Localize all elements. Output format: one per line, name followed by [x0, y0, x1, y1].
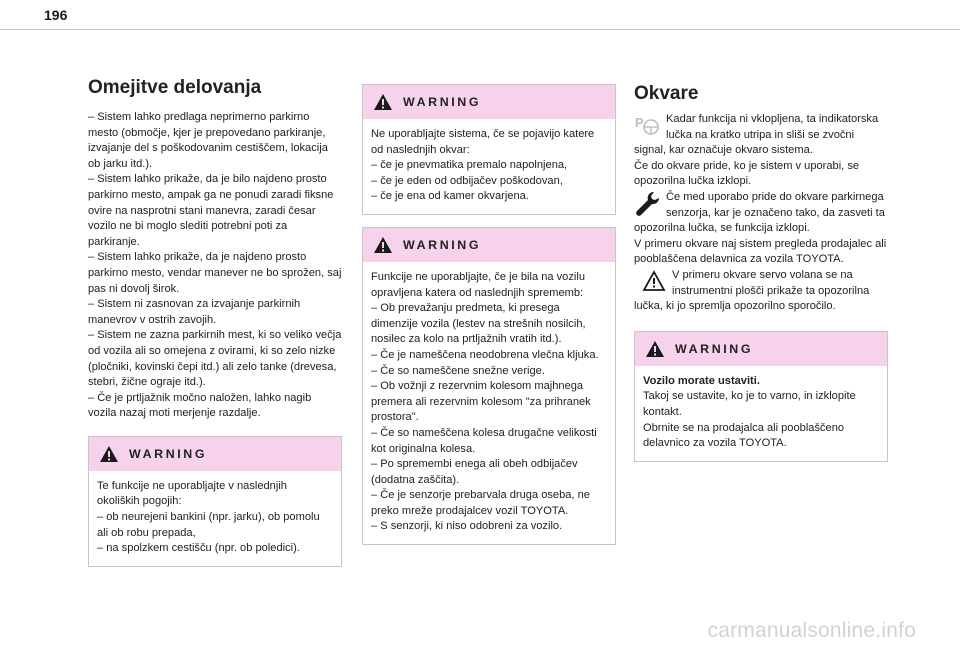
section-title-faults: Okvare	[634, 83, 699, 104]
header-divider	[0, 29, 960, 30]
warning-triangle-icon	[642, 270, 666, 292]
warning-triangle-icon	[373, 93, 393, 111]
warning-triangle-icon	[645, 340, 665, 358]
warning-label: WARNING	[403, 237, 482, 252]
fault-text-2: Če med uporabo pride do okvare parkirnega senzorja, kar je označeno tako, da zasveti ta opozorilna lučka, se funkcija izklopi. V primeru okvare naj sistem pregleda prodajalec ali pooblaščena delavnica za vozila TOYOTA.	[634, 190, 887, 266]
warning-body	[363, 119, 615, 214]
middle-column	[362, 84, 616, 545]
footer-watermark: carmanualsonline.info	[707, 619, 916, 642]
warning-box-modifications	[362, 227, 616, 545]
left-column	[88, 76, 342, 567]
section-title-limitations: Omejitve delovanja	[88, 77, 262, 98]
svg-text:P: P	[635, 115, 644, 130]
steering-fault-paragraph	[634, 268, 888, 315]
wrench-icon	[634, 190, 660, 218]
warning-box-stop	[634, 331, 888, 462]
warning-bold-text: Vozilo morate ustaviti.	[643, 374, 760, 387]
warning-body	[363, 262, 615, 544]
fault-indicator-paragraph	[634, 112, 888, 190]
warning-label: WARNING	[675, 341, 754, 356]
warning-body	[89, 471, 341, 566]
warning-header	[635, 332, 887, 366]
warning-header	[363, 228, 615, 262]
warning-box-faults	[362, 84, 616, 215]
warning-box-conditions	[88, 436, 342, 567]
warning-text: Takoj se ustavite, ko je to varno, in izklopite kontakt. Obrnite se na prodajalca ali pooblaščeno delavnico za vozila TOYOTA.	[643, 390, 856, 450]
fault-text-3: V primeru okvare servo volana se na instrumentni plošči prikaže ta opozorilna lučka, ki jo spremlja opozorilno sporočilo.	[634, 268, 870, 313]
warning-text: Te funkcije ne uporabljajte v naslednjih okoliških pogojih: – ob neurejeni bankini (npr. jarku), ob pomolu ali ob robu prepada, – na spolzkem cestišču (npr. ob poledici).	[97, 479, 320, 555]
warning-label: WARNING	[403, 95, 482, 109]
warning-text: Funkcije ne uporabljajte, če je bila na vozilu opravljena katera od naslednjih sprememb: – Ob prevažanju predmeta, ki presega dimenzije vozila (lestev na strešnih nosilcih, nosilec za kolo na prtljažnih vratih itd.). – Če je nameščena neodobrena vlečna kljuka. – Če so nameščene snežne verige. – Ob vožnji z rezervnim kolesom majhnega premera ali rezervnim kolesom "za prihranek prostora". – Če so nameščena kolesa drugačne velikosti kot originalna kolesa. – Po spremembi enega ali obeh odbijačev (dodatna zaščita). – Če je senzorje prebarvala druga oseba, ne preko mreže prodajalcev vozil TOYOTA. – S senzorji, ki niso odobreni za vozilo.	[371, 270, 599, 533]
warning-triangle-icon	[373, 236, 393, 254]
warning-triangle-icon	[99, 445, 119, 463]
sensor-fault-paragraph	[634, 190, 888, 268]
warning-body	[635, 366, 887, 461]
right-column	[634, 82, 888, 462]
parking-assist-indicator-icon	[634, 114, 660, 136]
warning-header	[363, 85, 615, 119]
fault-text-1: Kadar funkcija ni vklopljena, ta indikatorska lučka na kratko utripa in sliši se zvočni signal, kar označuje okvaro sistema. Če do okvare pride, ko je sistem v uporabi, se opozorilna lučka izklopi.	[634, 113, 879, 188]
page-number: 196	[44, 7, 68, 23]
warning-label: WARNING	[129, 446, 208, 461]
warning-text: Ne uporabljajte sistema, če se pojavijo katere od naslednjih okvar: – če je pnevmatika premalo napolnjena, – če je eden od odbijačev poškodovan, – če je ena od kamer okvarjena.	[371, 128, 595, 203]
warning-header	[89, 437, 341, 471]
limitations-text: – Sistem lahko predlaga neprimerno parkirno mesto (območje, kjer je prepovedano parkiranje, izvajanje del s poškodovanim cestiščem, lokacija ob jarku itd.). – Sistem lahko prikaže, da je bilo najdeno prosto parkirno mesto, ampak ga ne ponudi zaradi fiksne ovire na nasprotni stani manevra, zaradi česar vozilo ne bi moglo slediti potrebni poti za parkiranje. – Sistem lahko prikaže, da je najdeno prosto parkirno mesto, vendar manever ne bo sprožen, saj pas ni dovolj širok. – Sistem ni zasnovan za izvajanje parkirnih manevrov v ostrih zavojih. – Sistem ne zazna parkirnih mest, ki so veliko večja od vozila ali so omejena z ovirami, ki so zelo nizke (pločniki, kovinski čepi itd.) ali zelo tanke (drevesa, stebri, žične ograje itd.). – Če je prtljažnik močno naložen, lahko nagib vozila nazaj moti merjenje razdalje.	[88, 111, 342, 420]
